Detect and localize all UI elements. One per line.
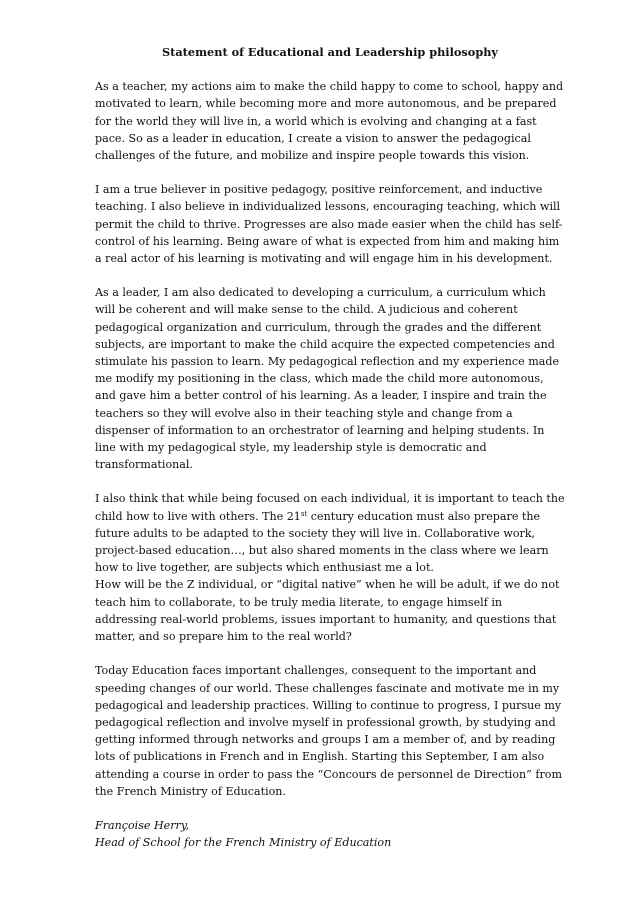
signature-name: Françoise Herry, <box>95 818 190 832</box>
p4-text-start: I also think that while being focused on each individual, it is important to teach the child how to live with others. The 21 <box>95 492 565 523</box>
paragraph-living-together <box>95 490 565 576</box>
document-title: Statement of Educational and Leadership philosophy <box>161 45 498 59</box>
paragraph-digital-native: How will be the Z individual, or “digital native” when he will be adult, if we do not teach him to collaborate, to be truly media literate, to engage himself in addressing real-world problems, issues important to humanity, and questions that matter, and so prepare him to the real world? <box>95 578 560 644</box>
signature-role: Head of School for the French Ministry of Education <box>95 836 392 850</box>
paragraph-pedagogy: I am a true believer in positive pedagogy, positive reinforcement, and inductive teaching. I also believe in individualized lessons, encouraging teaching, which will permit the child to thrive. Progresses are also made easier when the child has self-control of his learning. Being aware of what is expected from him and making him a real actor of his learning is motivating and will engage him in his development. <box>95 183 563 266</box>
document-page <box>95 44 565 851</box>
paragraph-vision: As a teacher, my actions aim to make the child happy to come to school, happy and motivated to learn, while becoming more and more autonomous, and be prepared for the world they will live in, a world which is evolving and changing at a fast pace. So as a leader in education, I create a vision to answer the pedagogical challenges of the future, and mobilize and inspire people towards this vision. <box>95 80 564 163</box>
paragraph-curriculum: As a leader, I am also dedicated to developing a curriculum, a curriculum which will be coherent and will make sense to the child. A judicious and coherent pedagogical organization and curriculum, through the grades and the different subjects, are important to make the child acquire the expected competencies and stimulate his passion to learn. My pedagogical reflection and my experience made me modify my positioning in the class, which made the child more autonomous, and gave him a better control of his learning. As a leader, I inspire and train the teachers so they will evolve also in their teaching style and change from a dispenser of information to an orchestrator of learning and helping students. In line with my pedagogical style, my leadership style is democratic and transformational. <box>95 286 560 472</box>
paragraph-challenges: Today Education faces important challenges, consequent to the important and speeding changes of our world. These challenges fascinate and motivate me in my pedagogical and leadership practices. Willing to continue to progress, I pursue my pedagogical reflection and involve myself in professional growth, by studying and getting informed through networks and groups I am a member of, and by reading lots of publications in French and in English. Starting this September, I am also attending a course in order to pass the “Concours de personnel de Direction” from the French Ministry of Education. <box>95 664 562 798</box>
p4-superscript: st <box>300 509 308 518</box>
p4-text-end: century education must also prepare the future adults to be adapted to the society they will live in. Collaborative work, project-based education…, but also shared moments in the class where we learn how to live together, are subjects which enthusiast me a lot. <box>95 509 549 575</box>
